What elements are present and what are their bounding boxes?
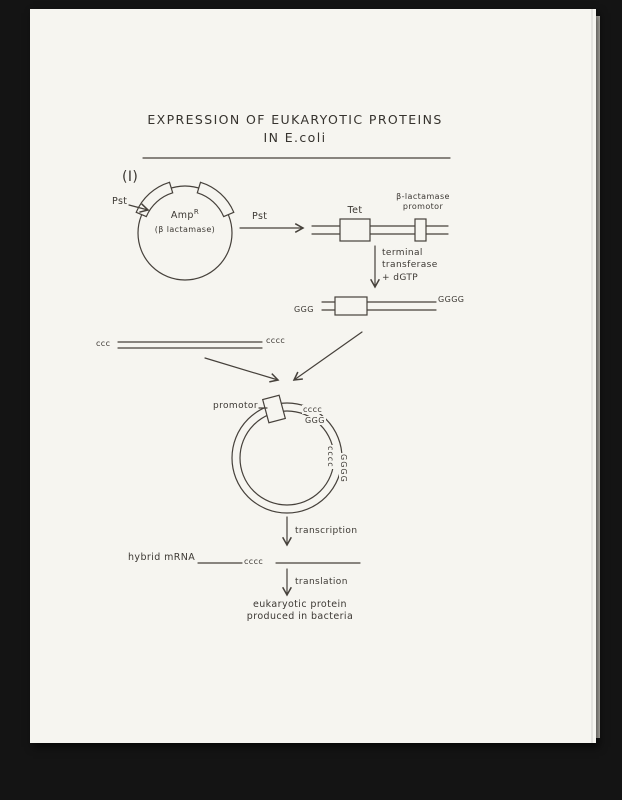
beta-lactamase-gene-label: (β lactamase)	[154, 225, 216, 234]
result-label-line2: produced in bacteria	[246, 611, 354, 622]
right-joint-g-label: GGGG	[339, 454, 348, 483]
anneal-arrow-right	[294, 332, 362, 380]
figure-number-label: (I)	[122, 169, 139, 185]
vector-left-g-tail-label: GGG	[294, 305, 314, 314]
mrna-c-tail-label: cccc	[244, 557, 264, 566]
pst-site-label: Pst	[112, 196, 128, 207]
amp-gene-superscript: R	[193, 208, 200, 216]
hybrid-mrna-label: hybrid mRNA	[128, 552, 196, 563]
tailed-vector-gene-box	[335, 297, 367, 315]
recombinant-promoter-label: promotor	[213, 401, 258, 411]
tet-gene-label: Tet	[347, 205, 363, 216]
page-title-line1: EXPRESSION OF EUKARYOTIC PROTEINS	[147, 112, 443, 127]
vector-right-g-tail-label: GGGG	[438, 295, 465, 304]
beta-lactamase-promoter-box	[415, 219, 426, 241]
transcription-arrow-label: transcription	[295, 526, 358, 536]
recombinant-promoter-box	[263, 395, 286, 423]
insert-right-c-tail-label: cccc	[266, 336, 286, 345]
beta-lactamase-promoter-label-line1: β-lactamase	[396, 192, 450, 201]
result-label-line1: eukaryotic protein	[253, 599, 347, 610]
paper-sheet	[30, 9, 596, 743]
recombinant-ring-inner	[240, 411, 334, 505]
reagent-label-line1: terminal	[382, 248, 423, 258]
amp-gene-name: Amp	[170, 210, 194, 222]
amp-gene-label	[150, 208, 220, 221]
top-joint-c-label: cccc	[303, 405, 323, 414]
beta-lactamase-promoter-label-line2: promotor	[402, 202, 444, 211]
right-joint-c-label: cccc	[326, 446, 335, 468]
insert-left-c-tail-label: ccc	[96, 339, 111, 348]
translation-arrow-label: translation	[295, 577, 348, 587]
page-title-line2: IN E.coli	[263, 130, 327, 145]
reagent-label-line3: + dGTP	[382, 273, 419, 283]
top-joint-g-label: GGG	[305, 416, 325, 425]
tet-gene-box	[340, 219, 370, 241]
pst-digest-arrow-label: Pst	[252, 211, 268, 222]
anneal-arrow-left	[205, 358, 278, 380]
reagent-label-line2: transferase	[382, 260, 438, 270]
